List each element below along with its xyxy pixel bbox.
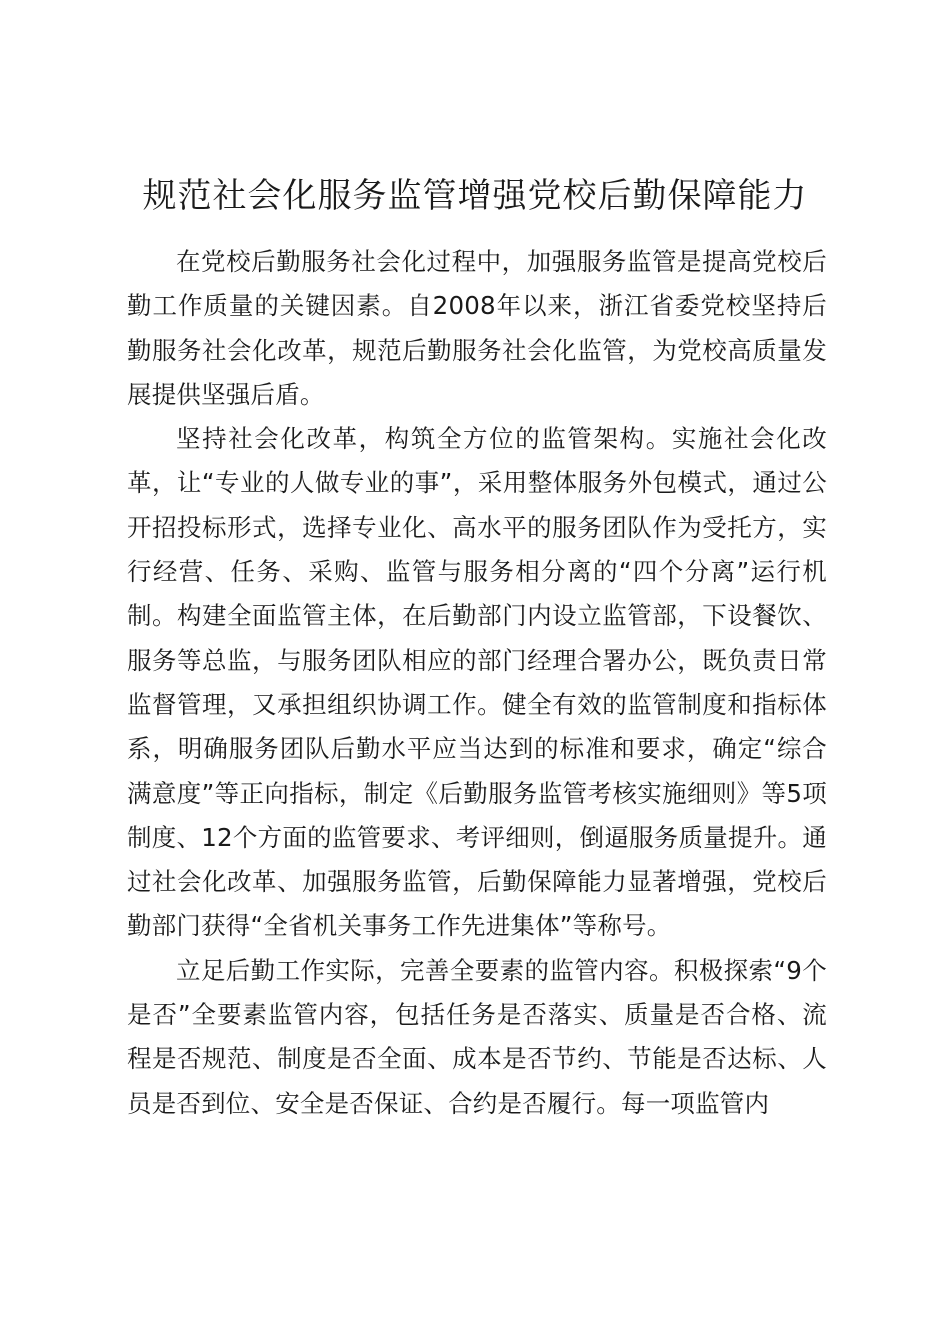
paragraph-content: 立足后勤工作实际，完善全要素的监管内容。积极探索“9个是否”全要素监管内容，包括任务是否落实、质量是否合格、流程是否规范、制度是否全面、成本是否节约、节能是否达标、人员是否到位、安全是否保证、合约是否履行。每一项监管内: [127, 955, 827, 1118]
document-title: 规范社会化服务监管增强党校后勤保障能力: [142, 176, 808, 216]
paragraph-intro: 在党校后勤服务社会化过程中，加强服务监管是提高党校后勤工作质量的关键因素。自2008年以来，浙江省委党校坚持后勤服务社会化改革，规范后勤服务社会化监管，为党校高质量发展提供坚强后盾。: [127, 247, 827, 409]
document-body: [127, 240, 827, 1126]
paragraph-reform: 坚持社会化改革，构筑全方位的监管架构。实施社会化改革，让“专业的人做专业的事”，采用整体服务外包模式，通过公开招投标形式，选择专业化、高水平的服务团队作为受托方，实行经营、任务、采购、监管与服务相分离的“四个分离”运行机制。构建全面监管主体，在后勤部门内设立监管部，下设餐饮、服务等总监，与服务团队相应的部门经理合署办公，既负责日常监督管理，又承担组织协调工作。健全有效的监管制度和指标体系，明确服务团队后勤水平应当达到的标准和要求，确定“综合满意度”等正向指标，制定《后勤服务监管考核实施细则》等5项制度、12个方面的监管要求、考评细则，倒逼服务质量提升。通过社会化改革、加强服务监管，后勤保障能力显著增强，党校后勤部门获得“全省机关事务工作先进集体”等称号。: [127, 424, 827, 941]
